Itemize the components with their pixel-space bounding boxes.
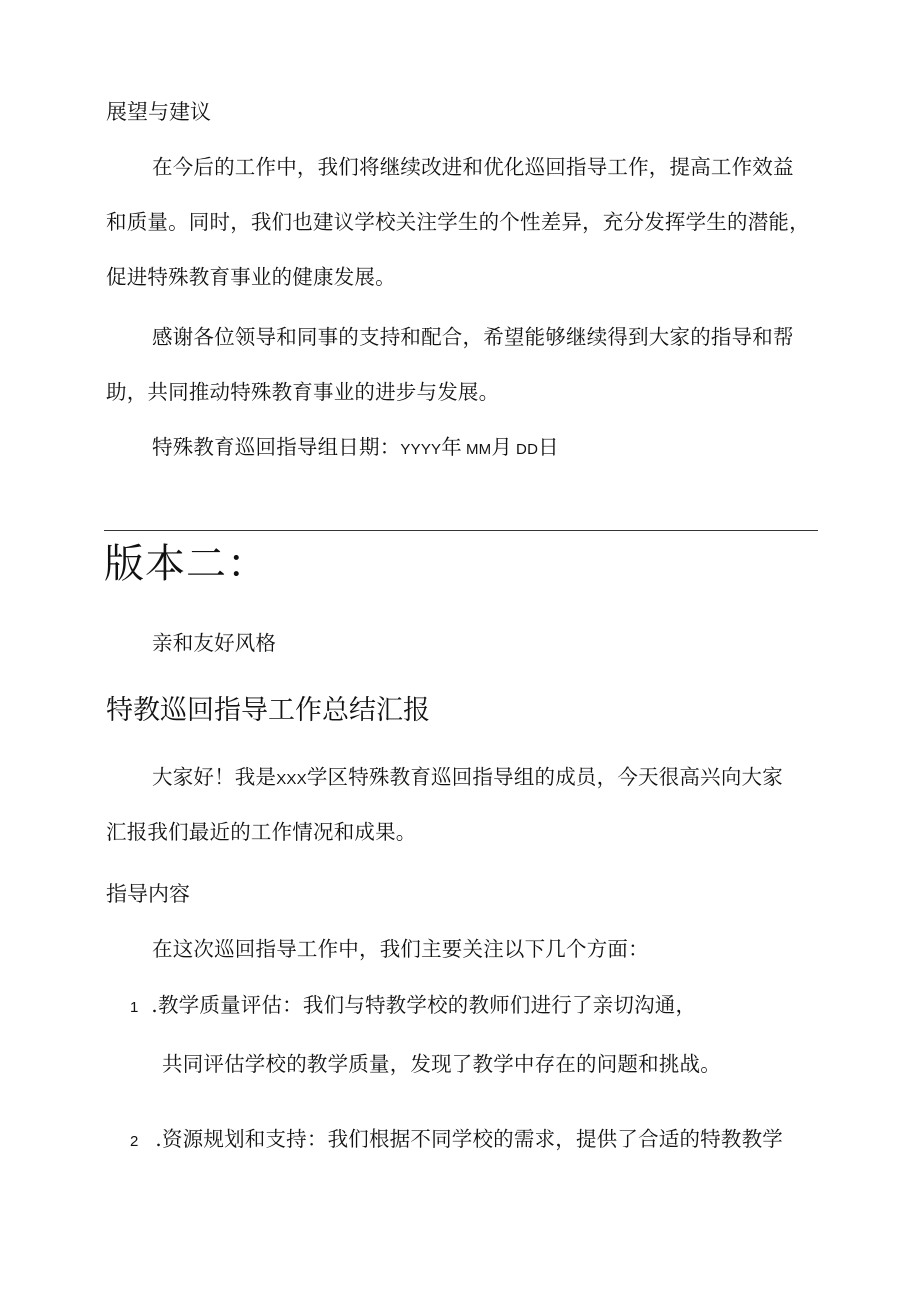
intro-line-1-end: 学区特殊教育巡回指导组的成员，今天很高兴向大家 bbox=[306, 765, 783, 789]
list-item-continuation: 共同评估学校的教学质量，发现了教学中存在的问题和挑战。 bbox=[162, 1052, 721, 1076]
signature-line bbox=[152, 430, 559, 460]
signature-month-char: 月 bbox=[491, 435, 513, 459]
signature-year-char: 年 bbox=[441, 435, 462, 459]
signature-prefix: 特殊教育巡回指导组日期： bbox=[152, 435, 401, 459]
list-item bbox=[130, 988, 696, 1018]
signature-day-char: 日 bbox=[538, 435, 559, 459]
section-divider bbox=[104, 530, 818, 531]
style-note: 亲和友好风格 bbox=[152, 631, 277, 655]
outlook-paragraph-2-line-2: 助，共同推动特殊教育事业的进步与发展。 bbox=[106, 380, 500, 404]
list-item-number: 2 bbox=[130, 1133, 139, 1150]
report-title: 特教巡回指导工作总结汇报 bbox=[106, 695, 430, 726]
signature-month-value: MM bbox=[465, 441, 492, 458]
version-title: 版本二： bbox=[104, 541, 268, 587]
outlook-paragraph-2-line-1: 感谢各位领导和同事的支持和配合，希望能够继续得到大家的指导和帮 bbox=[152, 325, 794, 349]
list-item-line-1: .资源规划和支持：我们根据不同学校的需求，提供了合适的特教教学 bbox=[155, 1127, 783, 1151]
intro-line-1 bbox=[152, 760, 783, 790]
guidance-intro: 在这次巡回指导工作中，我们主要关注以下几个方面： bbox=[152, 937, 649, 961]
signature-year-value: YYYY bbox=[400, 441, 442, 458]
intro-district-placeholder: XXX bbox=[276, 771, 307, 788]
list-item-line-1: .教学质量评估：我们与特教学校的教师们进行了亲切沟通， bbox=[151, 993, 697, 1017]
outlook-paragraph-1-line-1: 在今后的工作中，我们将继续改进和优化巡回指导工作，提高工作效益 bbox=[152, 155, 794, 179]
intro-line-1-start: 大家好！我是 bbox=[152, 765, 277, 789]
signature-day-value: DD bbox=[516, 441, 539, 458]
outlook-paragraph-1-line-3: 促进特殊教育事业的健康发展。 bbox=[106, 265, 396, 289]
intro-line-2: 汇报我们最近的工作情况和成果。 bbox=[106, 820, 417, 844]
outlook-paragraph-1-line-2: 和质量。同时，我们也建议学校关注学生的个性差异，充分发挥学生的潜能， bbox=[106, 210, 810, 234]
list-item bbox=[130, 1122, 783, 1152]
section-heading-outlook: 展望与建议 bbox=[106, 100, 211, 124]
list-item-number: 1 bbox=[130, 999, 139, 1016]
guidance-heading: 指导内容 bbox=[106, 882, 190, 906]
